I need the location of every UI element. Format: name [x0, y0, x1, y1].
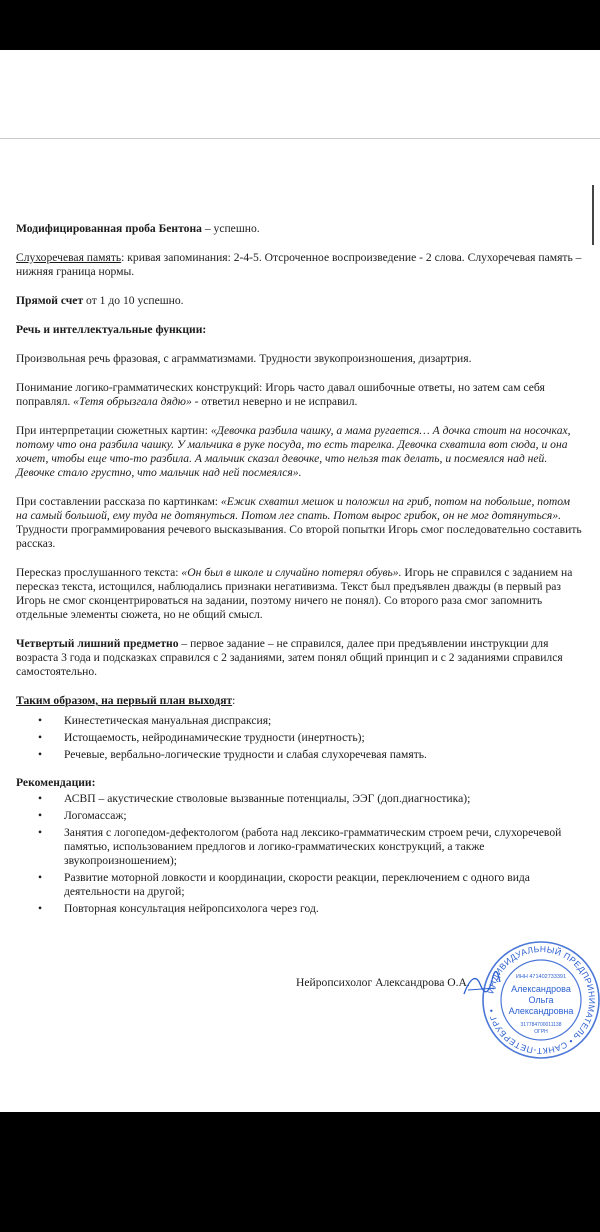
- story-composition-rest: Трудности программирования речевого высказывания. Со второй попытки Игорь смог последовательно составить рассказ.: [16, 523, 582, 550]
- paragraph-picture-interpretation: [16, 424, 582, 480]
- paragraph-logic-grammar: [16, 381, 582, 409]
- scan-edge-mark: [592, 185, 594, 245]
- screen-top-black-bar: [0, 0, 600, 50]
- logic-grammar-text: Понимание логико-грамматических конструкций: Игорь часто давал ошибочные ответы, но затем сам себя поправлял.: [16, 381, 545, 408]
- stamp-ogrn: 317784700011138: [520, 1022, 562, 1028]
- paragraph-counting: [16, 294, 582, 308]
- list-item: • Занятия с логопедом-дефектологом (работа над лексико-грамматическим строем речи, слухоречевой памятью, использованием предлогов и логико-грамматических конструкций, а также звукопроизношением);: [64, 826, 582, 868]
- counting-text: от 1 до 10 успешно.: [83, 294, 184, 307]
- signature-line: Нейропсихолог Александрова О.А.: [296, 976, 470, 989]
- logic-grammar-quote: «Тетя обрызгала дядю»: [73, 395, 192, 408]
- list-item: • АСВП – акустические стволовые вызванные потенциалы, ЭЭГ (доп.диагностика);: [64, 792, 582, 806]
- list-item: • Истощаемость, нейродинамические трудности (инертность);: [64, 731, 582, 745]
- odd-one-out-text: – первое задание – не справился, далее при предъявлении инструкции для возраста 3 года и подсказках справился с 2 заданиями, затем понял общий принцип и с 2 заданиями справился самостоятельно.: [16, 637, 563, 678]
- paragraph-speech-heading: [16, 323, 582, 337]
- picture-interpretation-quote: «Девочка разбила чашку, а мама ругается… А дочка стоит на носочках, потому что она разбила чашку. У мальчика в руке посуда, то есть тарелка. Девочка схватила вот сюда, и она хочет, чтобы еще что-то разбила. А мальчик сказал девочке, что нельзя так делать, и посмеялся над ней. Девочке стало грустно, что мальчик над ней посмеялся».: [16, 424, 571, 479]
- odd-one-out-heading: Четвертый лишний предметно: [16, 637, 179, 650]
- list-item: • Повторная консультация нейропсихолога через год.: [64, 902, 582, 916]
- retelling-text: Пересказ прослушанного текста:: [16, 566, 182, 579]
- speech-intellect-heading: Речь и интеллектуальные функции:: [16, 323, 207, 336]
- paragraph-benton: [16, 222, 582, 236]
- stamp-ogrn-label: ОГРН: [534, 1029, 548, 1035]
- stamp-inn: ИНН 471402733391: [515, 974, 567, 980]
- paragraph-odd-one-out: [16, 637, 582, 679]
- stamp-name-1: Александрова: [511, 984, 571, 994]
- story-composition-text: При составлении рассказа по картинкам:: [16, 495, 221, 508]
- auditory-memory-heading: Слухоречевая память: [16, 251, 122, 264]
- retelling-quote: «Он был в школе и случайно потерял обувь».: [181, 566, 402, 579]
- summary-heading: Таким образом, на первый план выходят: [16, 694, 233, 707]
- retelling-rest: Игорь не справился с заданием на пересказ текста, истощился, наблюдались признаки негативизма. Текст был предъявлен дважды (в первый раз Игорь не смог сконцентрироваться на задании, поэтому ничего не понял). Со второго раза смог запомнить отдельные элементы сюжета, но не общий смысл.: [16, 566, 573, 621]
- paragraph-voluntary-speech: Произвольная речь фразовая, с аграмматизмами. Трудности звукопроизношения, дизартрия.: [16, 352, 472, 365]
- picture-interpretation-text: При интерпретации сюжетных картин:: [16, 424, 211, 437]
- scan-fold-line: [0, 138, 600, 139]
- list-item: • Развитие моторной ловкости и координации, скорости реакции, переключением с одного вида деятельности на другой;: [64, 871, 582, 899]
- list-item: • Логомассаж;: [64, 809, 582, 823]
- list-item: • Кинестетическая мануальная диспраксия;: [64, 714, 582, 728]
- list-item: • Речевые, вербально-логические трудности и слабая слухоречевая память.: [64, 748, 582, 762]
- screen-bottom-black-bar: [0, 1112, 600, 1232]
- benton-test-result: – успешно.: [201, 222, 260, 235]
- summary-list: [16, 714, 582, 762]
- paragraph-retelling: [16, 566, 582, 622]
- paragraph-summary-heading: [16, 694, 582, 708]
- recommendations-heading: Рекомендации:: [16, 776, 96, 789]
- paragraph-auditory-memory: [16, 251, 582, 279]
- paragraph-recommendations-heading: [16, 776, 582, 790]
- auditory-memory-text: : кривая запоминания: 2-4-5. Отсроченное воспроизведение - 2 слова. Слухоречевая память – нижняя граница нормы.: [16, 251, 582, 278]
- recommendations-list: [16, 792, 582, 916]
- stamp-seal: [482, 934, 600, 1062]
- benton-test-heading: Модифицированная проба Бентона: [16, 222, 202, 235]
- logic-grammar-rest: - ответил неверно и не исправил.: [191, 395, 358, 408]
- paragraph-story-composition: [16, 495, 582, 551]
- counting-heading: Прямой счет: [16, 294, 84, 307]
- summary-heading-colon: :: [232, 694, 236, 707]
- stamp-name-2: Ольга: [528, 995, 554, 1005]
- document-body: [16, 222, 582, 930]
- story-composition-quote: «Ежик схватил мешок и положил на гриб, потом на побольше, потом на самый большой, ему туда не дотянуться. Потом лег спать. Потом вырос грибок, он не мог дотянуться».: [16, 495, 571, 522]
- stamp-ring-text: ИНДИВИДУАЛЬНЫЙ ПРЕДПРИНИМАТЕЛЬ • САНКТ-ПЕТЕРБУРГ •: [485, 943, 598, 1057]
- official-stamp: [482, 934, 600, 1062]
- stamp-name-3: Александровна: [508, 1006, 574, 1016]
